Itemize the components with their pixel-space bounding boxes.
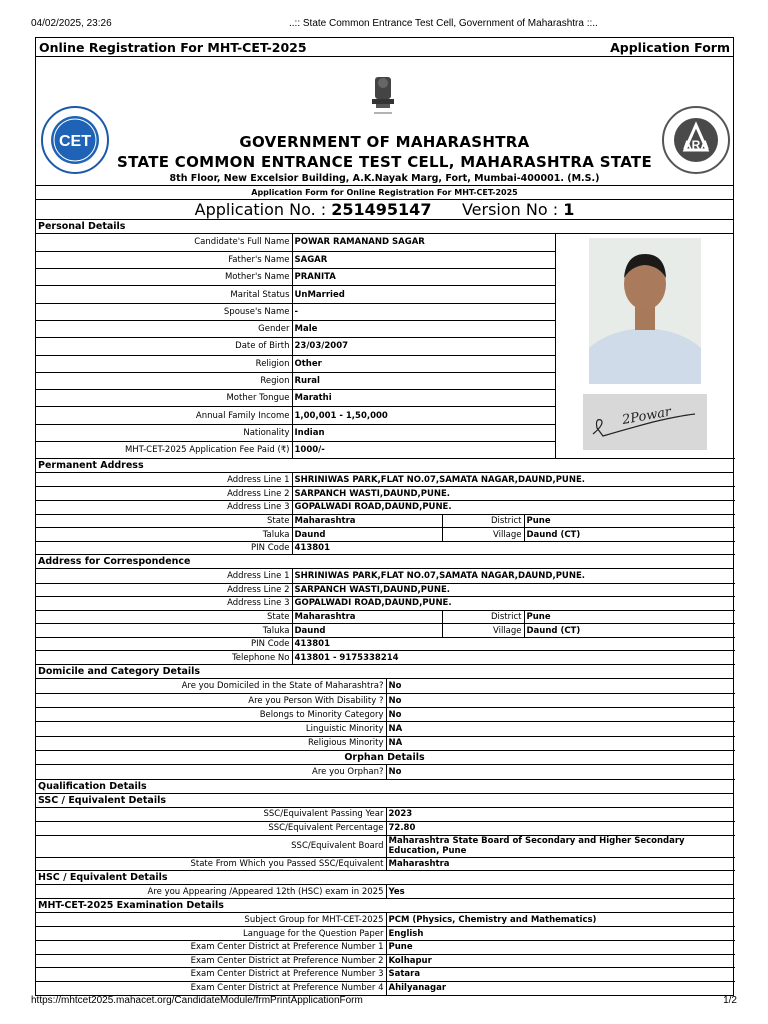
print-datetime: 04/02/2025, 23:26	[31, 18, 112, 29]
orphan-table: Are you Orphan? No	[36, 765, 735, 780]
permanent-address-table: Address Line 1 SHRINIWAS PARK,FLAT NO.07,SAMATA NAGAR,DAUND,PUNE. Address Line 2 SARPANCH WASTI,DAUND,PUNE. Address Line 3 GOPALWADI ROAD,DAUND,PUNE. State Maharashtra District Pune Taluka Daund Village Daund (CT) PIN Code 413801	[36, 473, 735, 555]
table-row: Exam Center District at Preference Number 1 Pune	[36, 940, 735, 954]
table-row: Spouse's Name -	[36, 303, 735, 320]
table-row: Annual Family Income 1,00,001 - 1,50,000	[36, 407, 735, 424]
photo-signature-cell	[555, 234, 735, 459]
svg-text:2Powar: 2Powar	[621, 404, 673, 428]
table-row: Father's Name SAGAR	[36, 251, 735, 268]
exam-table	[36, 913, 735, 995]
table-row: Language for the Question Paper English	[36, 927, 735, 941]
table-row: SSC/Equivalent Percentage 72.80	[36, 821, 735, 835]
print-page-title: ..:: State Common Entrance Test Cell, Government of Maharashtra ::..	[289, 18, 598, 29]
svg-text:CET: CET	[59, 133, 91, 150]
table-row: Mother's Name PRANITA	[36, 269, 735, 286]
table-row: Exam Center District at Preference Number 3 Satara	[36, 968, 735, 982]
table-row: Are you Domiciled in the State of Maharashtra? No	[36, 679, 735, 693]
orphan-heading: Orphan Details	[36, 751, 733, 765]
form-title: Online Registration For MHT-CET-2025	[39, 39, 307, 55]
print-page-number: 1/2	[723, 995, 737, 1006]
table-row: Belongs to Minority Category No	[36, 708, 735, 722]
candidate-signature	[583, 394, 707, 450]
title-bar	[36, 38, 733, 57]
section-hsc: HSC / Equivalent Details	[36, 871, 733, 885]
section-domicile: Domicile and Category Details	[36, 665, 733, 679]
correspondence-table: Address Line 1 SHRINIWAS PARK,FLAT NO.07,SAMATA NAGAR,DAUND,PUNE. Address Line 2 SARPANCH WASTI,DAUND,PUNE. Address Line 3 GOPALWADI ROAD,DAUND,PUNE. State Maharashtra District Pune Taluka Daund Village Daund (CT) PIN Code 413801 Telephone No 413801 - 9175338214	[36, 569, 735, 665]
section-ssc: SSC / Equivalent Details	[36, 794, 733, 808]
candidate-photo	[589, 238, 701, 384]
application-number-row: Application No. : 251495147 Version No : 1	[36, 200, 733, 220]
print-header	[31, 18, 737, 32]
letterhead	[36, 57, 733, 186]
form-type: Application Form	[610, 39, 730, 55]
gov-heading: GOVERNMENT OF MAHARASHTRA	[239, 133, 530, 151]
print-url: https://mhtcet2025.mahacet.org/CandidateModule/frmPrintApplicationForm	[31, 995, 363, 1006]
table-row: SSC/Equivalent Passing Year 2023	[36, 808, 735, 822]
table-row: MHT-CET-2025 Application Fee Paid (₹) 1000/-	[36, 442, 735, 459]
print-footer	[31, 995, 737, 1009]
table-row: Subject Group for MHT-CET-2025 PCM (Physics, Chemistry and Mathematics)	[36, 913, 735, 927]
application-form	[35, 37, 734, 996]
table-row: State From Which you Passed SSC/Equivalent Maharashtra	[36, 857, 735, 871]
table-row: SSC/Equivalent Board Maharashtra State Board of Secondary and Higher Secondary Education, Pune	[36, 835, 735, 857]
table-row: Marital Status UnMarried	[36, 286, 735, 303]
svg-text:ARA: ARA	[683, 138, 709, 152]
section-correspondence: Address for Correspondence	[36, 555, 733, 569]
table-row: Are you Person With Disability ? No	[36, 693, 735, 707]
table-row: Date of Birth 23/03/2007	[36, 338, 735, 355]
application-number: 251495147	[331, 200, 432, 219]
table-row: Gender Male	[36, 320, 735, 337]
domicile-table	[36, 679, 735, 751]
table-row: Religious Minority NA	[36, 736, 735, 750]
section-qualification: Qualification Details	[36, 780, 733, 794]
form-subheading: Application Form for Online Registration For MHT-CET-2025	[36, 186, 733, 200]
ssc-table	[36, 808, 735, 871]
table-row: Exam Center District at Preference Number 4 Ahilyanagar	[36, 981, 735, 995]
office-address: 8th Floor, New Excelsior Building, A.K.Nayak Marg, Fort, Mumbai-400001. (M.S.)	[169, 173, 600, 184]
table-row: Nationality Indian	[36, 424, 735, 441]
table-row: Religion Other	[36, 355, 735, 372]
version-number: 1	[563, 200, 575, 219]
section-permanent-address: Permanent Address	[36, 459, 733, 473]
table-row: Exam Center District at Preference Number 2 Kolhapur	[36, 954, 735, 968]
national-emblem-icon	[366, 73, 400, 123]
table-row: Candidate's Full Name POWAR RAMANAND SAGAR 2Powar	[36, 234, 735, 251]
table-row: Linguistic Minority NA	[36, 722, 735, 736]
personal-table	[36, 234, 735, 459]
cell-heading: STATE COMMON ENTRANCE TEST CELL, MAHARASHTRA STATE	[116, 153, 653, 171]
table-row: Mother Tongue Marathi	[36, 390, 735, 407]
section-exam: MHT-CET-2025 Examination Details	[36, 899, 733, 913]
section-personal: Personal Details	[36, 220, 733, 234]
table-row: Region Rural	[36, 372, 735, 389]
hsc-table: Are you Appearing /Appeared 12th (HSC) exam in 2025 Yes	[36, 885, 735, 899]
